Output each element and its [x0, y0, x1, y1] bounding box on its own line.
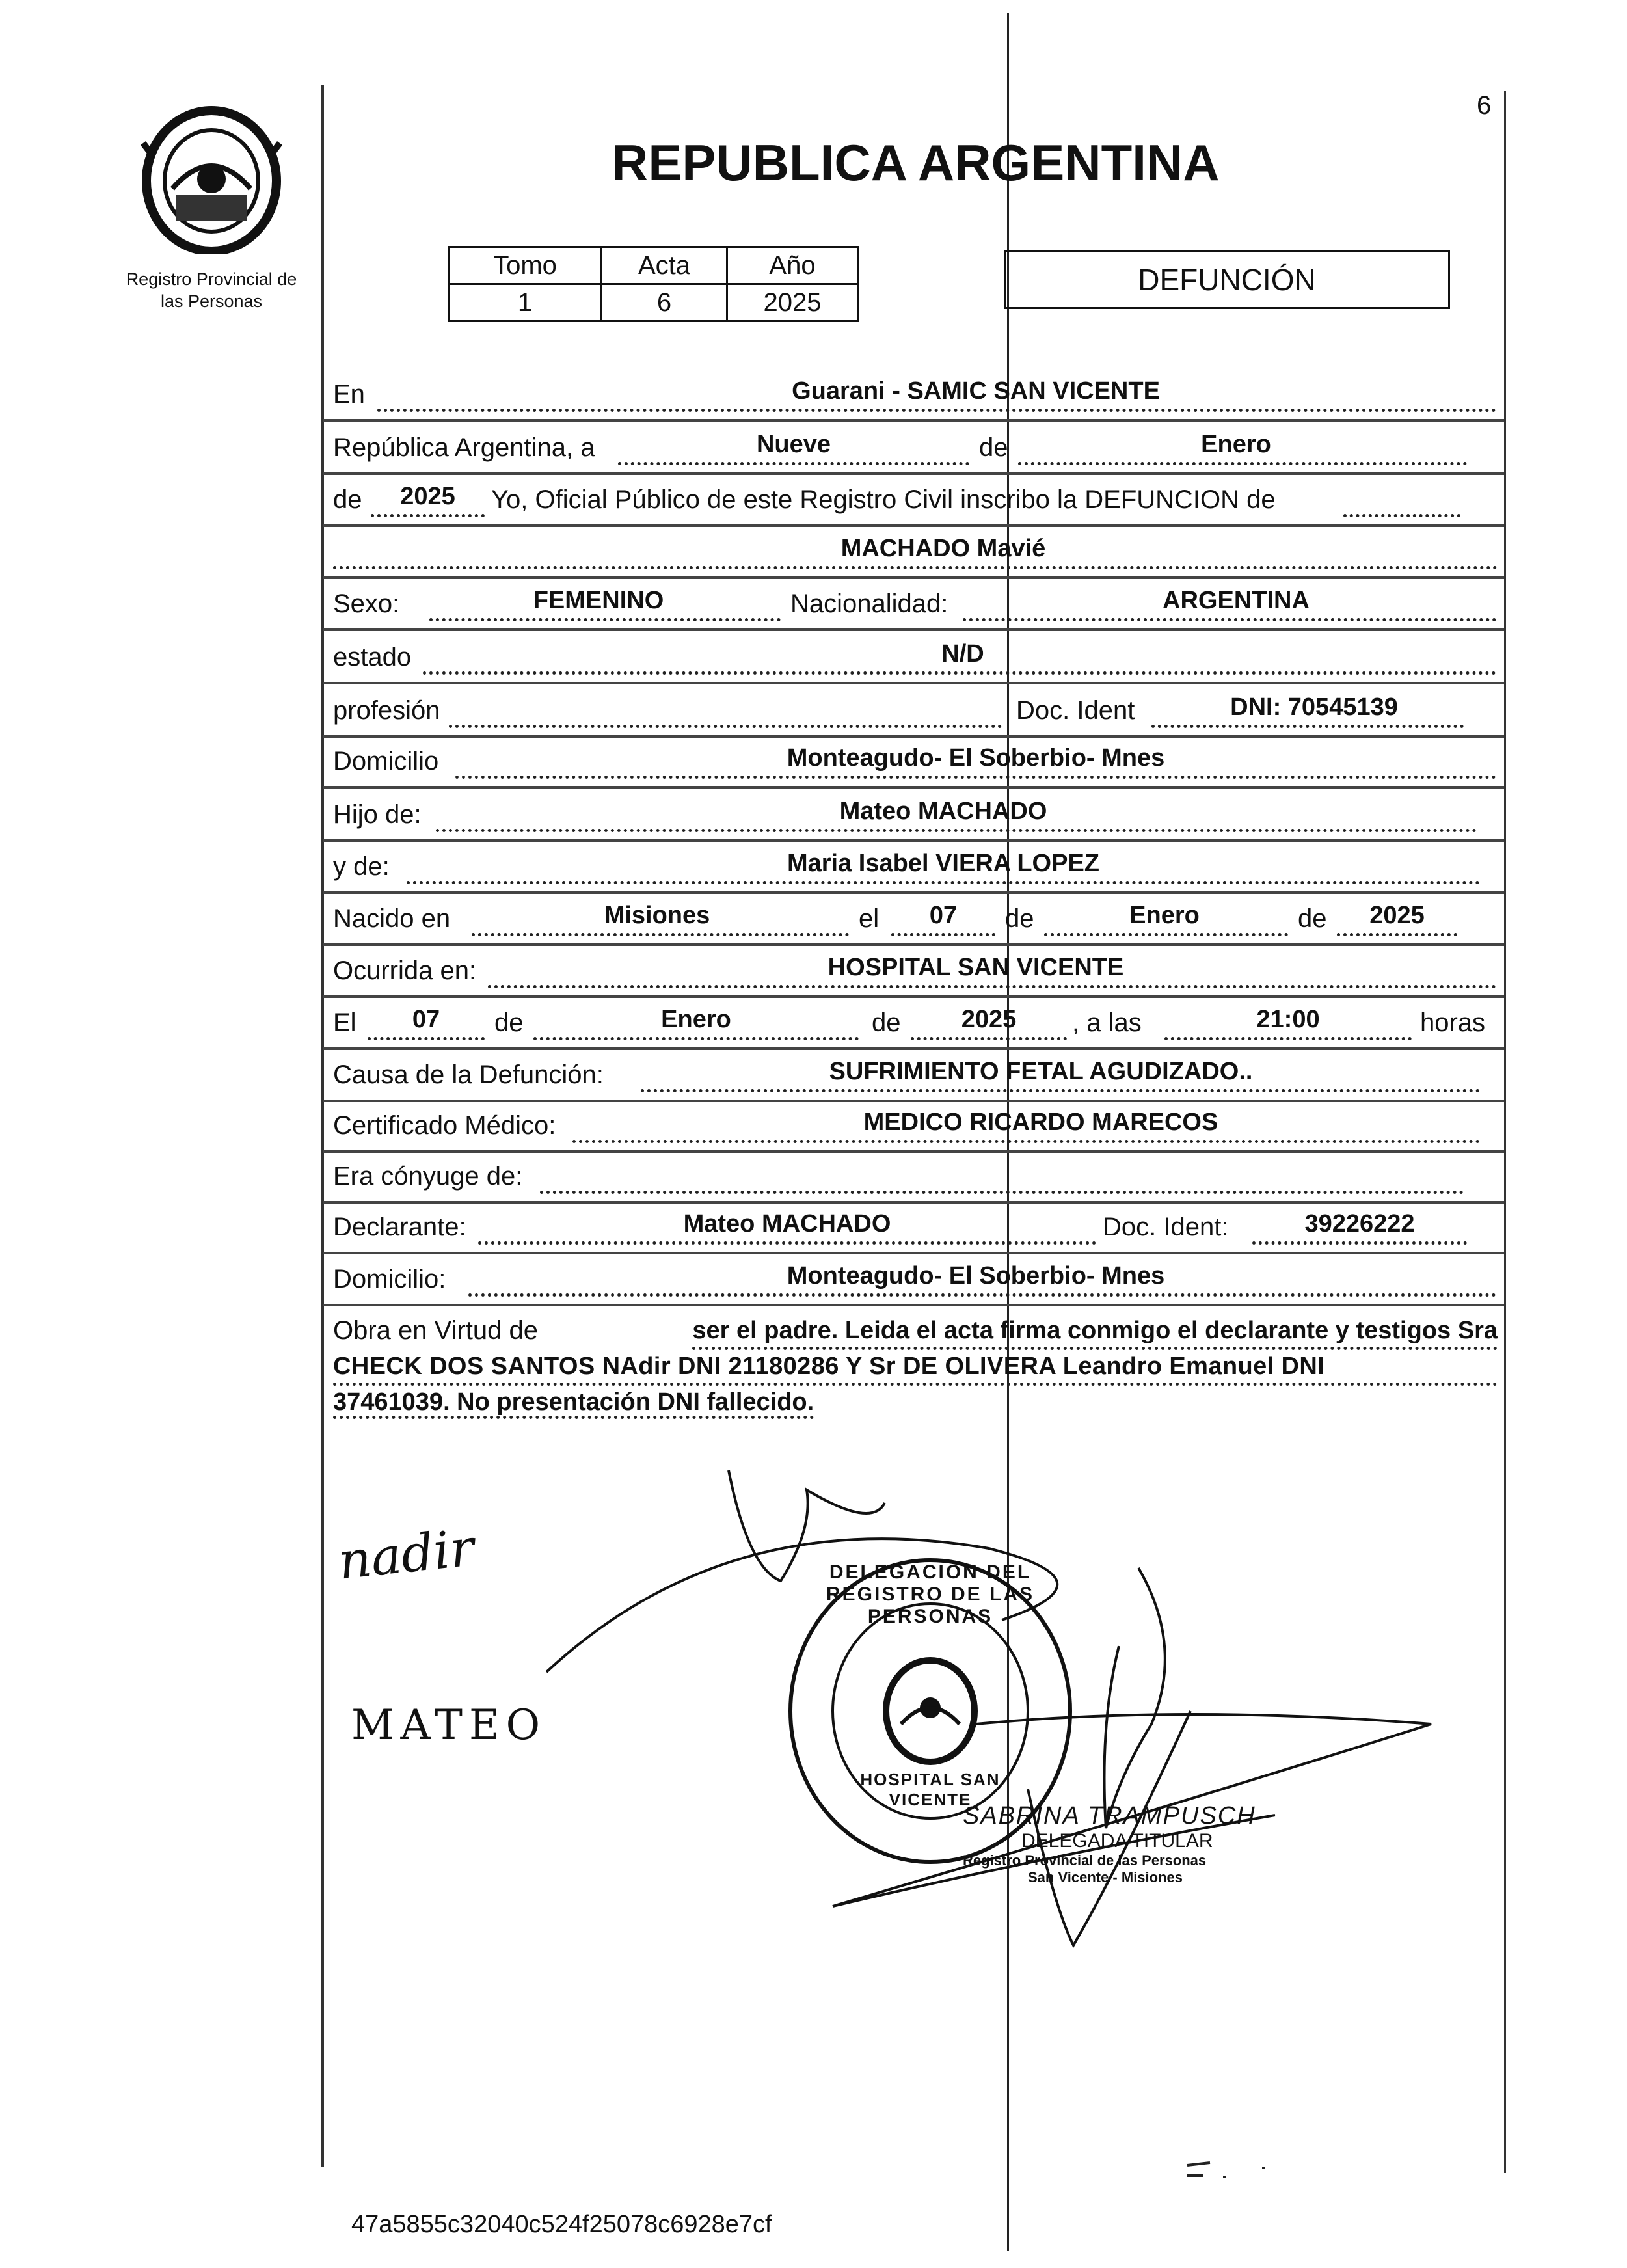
el-day: 07 [412, 1006, 440, 1033]
el-label: El [333, 1008, 356, 1037]
profesion-label: profesión [333, 696, 440, 725]
obra-line3: 37461039. No presentación DNI fallecido. [333, 1388, 814, 1419]
estado-dots [423, 670, 1496, 675]
causa-dots [641, 1088, 1480, 1092]
header-tomo: Tomo [449, 247, 602, 284]
en-dots [377, 407, 1496, 412]
el-de-label: de [494, 1008, 524, 1037]
time-dots [1164, 1036, 1412, 1040]
record-table-value-row [449, 284, 858, 321]
stamp-ring-text: DELEGACIÓN DEL REGISTRO DE LAS PERSONAS [826, 1561, 1035, 1627]
row-line [323, 419, 1504, 422]
official-text: Yo, Oficial Público de este Registro Civil inscribo la DEFUNCION de [491, 485, 1276, 514]
domicilio-label: Domicilio [333, 747, 439, 776]
domicilio2-value: Monteagudo- El Soberbio- Mnes [787, 1262, 1165, 1289]
stamp-inner-text: HOSPITAL SAN VICENTE [860, 1770, 1001, 1809]
row-line [323, 1047, 1504, 1050]
obra-line1: ser el padre. Leida el acta firma conmigo el declarante y testigos Sra [692, 1314, 1498, 1350]
row-line [323, 628, 1504, 631]
el-year: 2025 [961, 1006, 1017, 1033]
row-line [323, 1150, 1504, 1153]
horas-label: horas [1420, 1008, 1486, 1037]
el-month-dots [533, 1036, 859, 1040]
handwritten-mateo: MATEO [351, 1701, 547, 1749]
estado-value: N/D [941, 640, 984, 668]
conyuge-label: Era cónyuge de: [333, 1162, 523, 1191]
row-line [323, 472, 1504, 475]
signer-name: SABRINA TRAMPUSCH [963, 1802, 1256, 1829]
obra-block [333, 1314, 1498, 1418]
ocurrida-dots [488, 984, 1496, 988]
hijo-dots [436, 828, 1477, 832]
obra-line1-row [333, 1314, 1498, 1350]
declarante-value: Mateo MACHADO [683, 1210, 891, 1237]
row-line [323, 943, 1504, 946]
doc-dots [1151, 723, 1464, 728]
declarante-label: Declarante: [333, 1213, 466, 1241]
domicilio2-label: Domicilio: [333, 1265, 446, 1293]
certificado-label: Certificado Médico: [333, 1111, 556, 1140]
header-acta: Acta [602, 247, 727, 284]
sexo-label: Sexo: [333, 589, 400, 618]
sexo-dots [429, 617, 781, 621]
obra-label: Obra en Virtud de [333, 1316, 539, 1345]
nacido-month-dots [1044, 932, 1288, 936]
row-line [323, 995, 1504, 998]
nacido-day: 07 [929, 902, 958, 929]
declarante-dots [478, 1240, 1096, 1245]
registry-caption-line1: Registro Provincial de [126, 269, 297, 289]
el-year-dots [911, 1036, 1067, 1040]
causa-label: Causa de la Defunción: [333, 1060, 604, 1089]
nacionalidad-dots [963, 617, 1496, 621]
row-line [323, 1304, 1504, 1306]
value-tomo: 1 [449, 284, 602, 321]
nacido-el-label: el [859, 904, 880, 933]
hijo-value: Mateo MACHADO [839, 798, 1047, 825]
certificado-value: MEDICO RICARDO MARECOS [863, 1109, 1218, 1136]
signer-org1: Registro Provincial de las Personas [963, 1852, 1207, 1869]
row-line [323, 524, 1504, 527]
name-dots [333, 565, 1498, 569]
en-value: Guarani - SAMIC SAN VICENTE [792, 377, 1160, 405]
row-line [323, 839, 1504, 842]
declarante-doc-dots [1252, 1240, 1467, 1245]
bottom-marks [1184, 2160, 1282, 2186]
record-type: DEFUNCIÓN [1138, 263, 1316, 297]
row-line [323, 1201, 1504, 1204]
hijo-label: Hijo de: [333, 800, 422, 829]
registry-caption [104, 268, 319, 312]
yde-label: y de: [333, 852, 390, 881]
declarante-doc-value: 39226222 [1304, 1210, 1415, 1237]
day-text: Nueve [756, 431, 831, 458]
yde-value: Maria Isabel VIERA LOPEZ [787, 850, 1100, 877]
nacido-label: Nacido en [333, 904, 451, 933]
handwritten-nadir: nadir [335, 1519, 477, 1591]
doc-value: DNI: 70545139 [1230, 694, 1398, 721]
nacionalidad-value: ARGENTINA [1163, 587, 1310, 614]
de-label: de [979, 433, 1008, 462]
registry-caption-line2: las Personas [160, 291, 263, 311]
alas-label: , a las [1072, 1008, 1142, 1037]
ocurrida-label: Ocurrida en: [333, 956, 477, 985]
doc-label: Doc. Ident [1016, 696, 1135, 725]
nacido-day-dots [891, 932, 995, 936]
day-dots [618, 461, 969, 465]
signer-org2: San Vicente - Misiones [1028, 1869, 1183, 1885]
row-line [323, 1252, 1504, 1254]
row-line [323, 576, 1504, 579]
nacido-place-dots [472, 932, 849, 936]
year-label: de [333, 485, 362, 514]
record-table-header-row [449, 247, 858, 284]
record-type-box [1004, 250, 1450, 309]
obra-line2: CHECK DOS SANTOS NAdir DNI 21180286 Y Sr DE OLIVERA Leandro Emanuel DNI [333, 1350, 1498, 1386]
nacido-year-dots [1337, 932, 1457, 936]
certificado-dots [572, 1139, 1480, 1143]
page-number: 6 [1477, 91, 1492, 120]
nacido-year: 2025 [1369, 902, 1425, 929]
value-anio: 2025 [727, 284, 858, 321]
signer-block [963, 1802, 1327, 1886]
domicilio2-dots [468, 1292, 1496, 1297]
row-line [323, 1100, 1504, 1102]
ocurrida-value: HOSPITAL SAN VICENTE [827, 954, 1124, 981]
el-month: Enero [661, 1006, 731, 1033]
row-line [323, 735, 1504, 738]
domicilio-dots [455, 774, 1496, 779]
year-dots [371, 513, 485, 517]
causa-value: SUFRIMIENTO FETAL AGUDIZADO.. [829, 1058, 1253, 1085]
month-text: Enero [1201, 431, 1271, 458]
nacido-de-label: de [1005, 904, 1034, 933]
header-anio: Año [727, 247, 858, 284]
el-day-dots [368, 1036, 485, 1040]
nacido-de2-label: de [1298, 904, 1327, 933]
nacionalidad-label: Nacionalidad: [790, 589, 948, 618]
republica-label: República Argentina, a [333, 433, 595, 462]
yde-dots [407, 880, 1480, 884]
en-label: En [333, 380, 365, 409]
deceased-name: MACHADO Mavié [840, 535, 1046, 562]
row-line [323, 682, 1504, 684]
value-acta: 6 [602, 284, 727, 321]
province-emblem [137, 104, 286, 254]
official-dots [1343, 513, 1460, 517]
page-title: REPUBLICA ARGENTINA [612, 134, 1220, 191]
declarante-doc-label: Doc. Ident: [1103, 1213, 1229, 1241]
obra-line3-row [333, 1386, 1498, 1418]
profesion-dots [449, 723, 1002, 728]
document-hash: 47a5855c32040c524f25078c6928e7cf [351, 2211, 772, 2238]
sexo-value: FEMENINO [533, 587, 664, 614]
estado-label: estado [333, 643, 412, 671]
conyuge-dots [540, 1189, 1464, 1194]
record-table [448, 246, 859, 322]
el-de2-label: de [872, 1008, 901, 1037]
left-margin-line [321, 85, 324, 2167]
domicilio-value: Monteagudo- El Soberbio- Mnes [787, 744, 1165, 772]
time-value: 21:00 [1256, 1006, 1320, 1033]
signer-role: DELEGADA TITULAR [1021, 1830, 1213, 1852]
year-value: 2025 [400, 483, 455, 510]
signature-scribbles [533, 1451, 1509, 1971]
row-line [323, 786, 1504, 789]
month-dots [1018, 461, 1467, 465]
nacido-place: Misiones [604, 902, 710, 929]
row-line [323, 891, 1504, 894]
nacido-month: Enero [1129, 902, 1200, 929]
